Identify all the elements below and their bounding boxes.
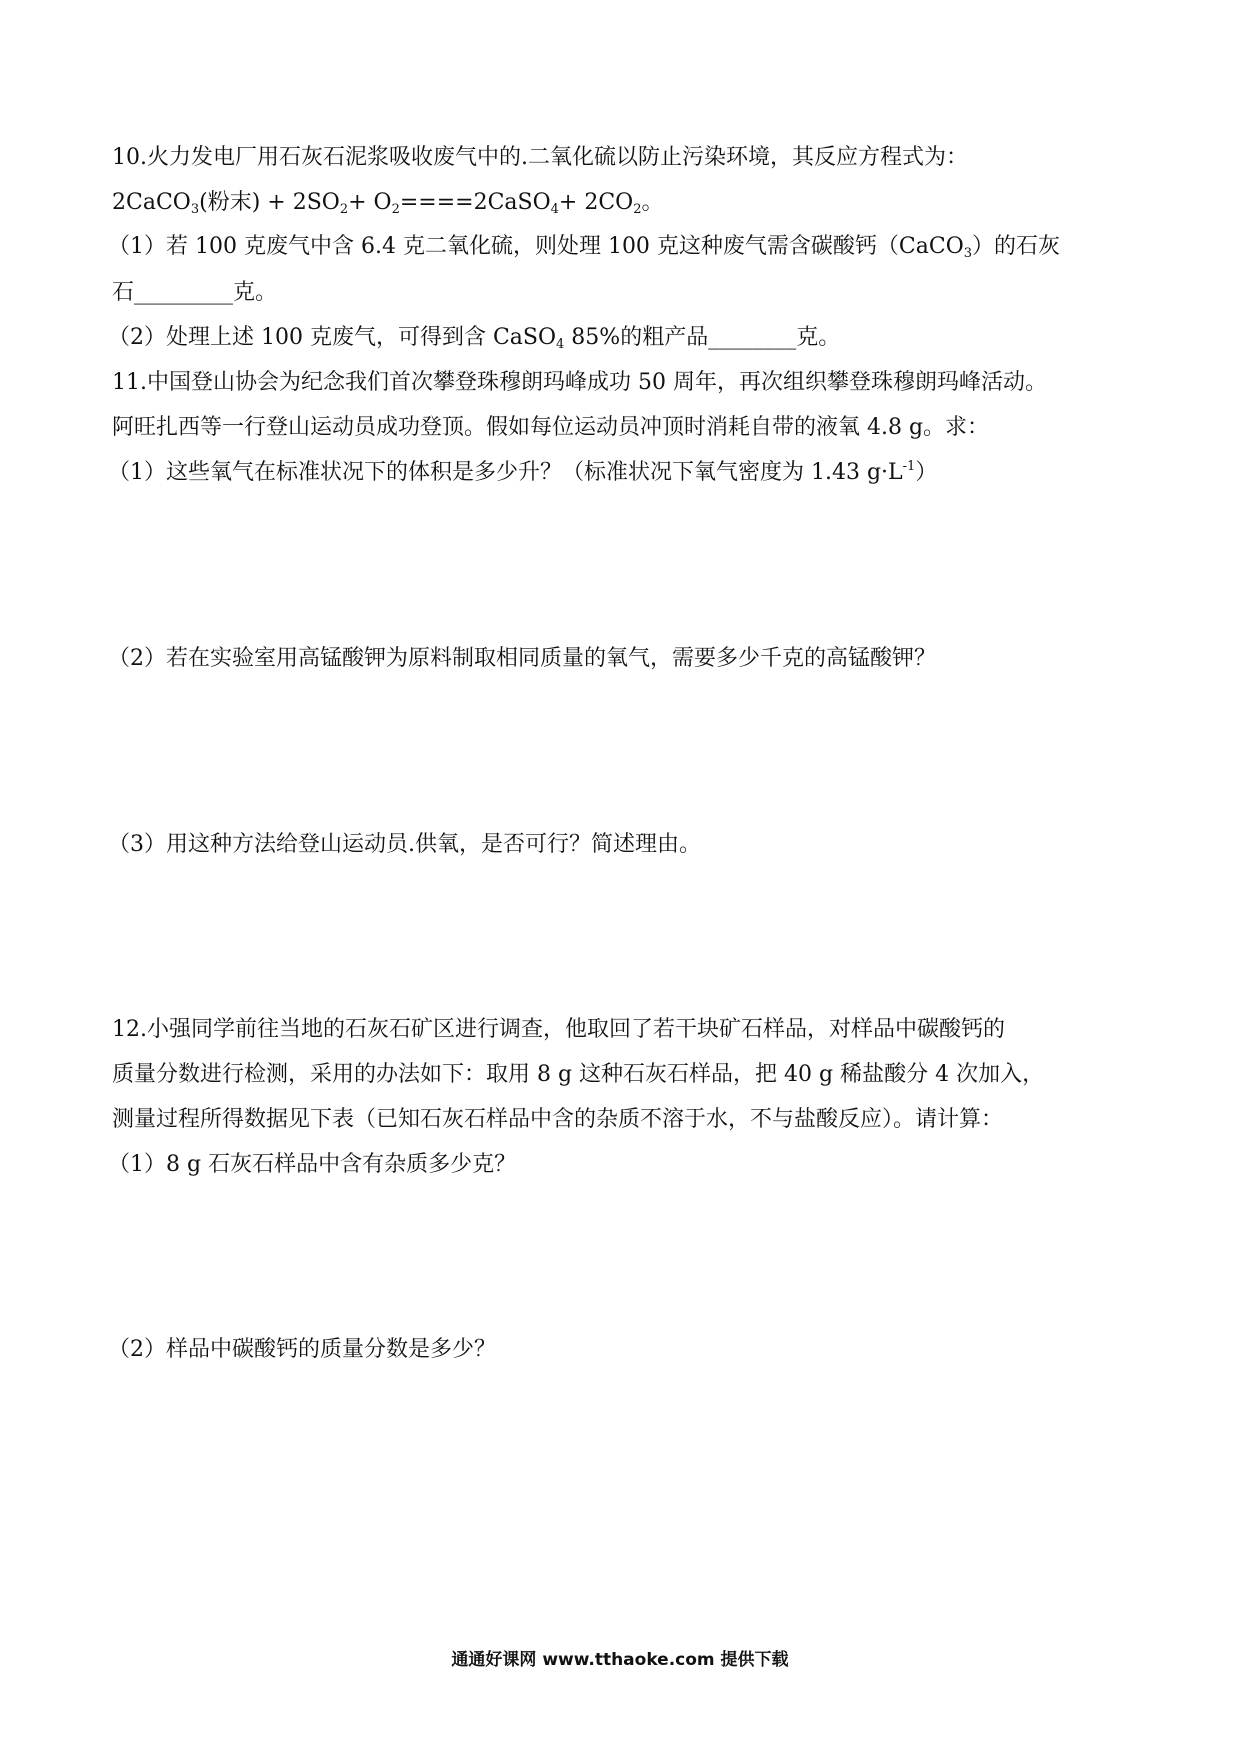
page-footer: 通通好课网 www.tthaoke.com 提供下载 [451,1650,789,1670]
q11-part3: （3）用这种方法给登山运动员.供氧，是否可行？简述理由。 [108,832,701,857]
q10-part1-line2: 石_________克。 [112,280,278,305]
q11-part1: （1）这些氧气在标准状况下的体积是多少升？（标准状况下氧气密度为 1.43 $g\cdot L^{-1}$） [108,459,938,485]
q10-part2: （2）处理上述 100 克废气，可得到含 CaSO$_4$ 85%的粗产品________克。 [108,325,841,352]
q10-equation: 2CaCO$_3$(粉末) + $2SO_2+$ $O_2====2CaSO_4+ 2CO_2$。 [112,190,664,217]
q12-part1: （1）8 g 石灰石样品中含有杂质多少克？ [108,1152,517,1177]
q11-part2: （2）若在实验室用高锰酸钾为原料制取相同质量的氧气，需要多少千克的高锰酸钾？ [108,646,936,671]
q12-part2: （2）样品中碳酸钙的质量分数是多少？ [108,1337,496,1362]
q12-stem-line2: 质量分数进行检测，采用的办法如下：取用 8 g 这种石灰石样品，把 40 g 稀盐酸分 4 次加入， [112,1062,1045,1087]
q11-stem-line1: 11.中国登山协会为纪念我们首次攀登珠穆朗玛峰成功 50 周年，再次组织攀登珠穆朗玛峰活动。 [112,370,1047,395]
q10-part1-line1: （1）若 100 克废气中含 6.4 克二氧化硫，则处理 100 克这种废气需含碳酸钙（CaCO$_3$）的石灰 [108,234,1061,261]
q10-stem-line1: 10.火力发电厂用石灰石泥浆吸收废气中的.二氧化硫以防止污染环境，其反应方程式为： [112,145,968,170]
q11-stem-line2: 阿旺扎西等一行登山运动员成功登顶。假如每位运动员冲顶时消耗自带的液氧 4.8 g。求： [112,415,990,440]
q12-stem-line3: 测量过程所得数据见下表（已知石灰石样品中含的杂质不溶于水，不与盐酸反应）。请计算： [112,1107,1004,1132]
q12-stem-line1: 12.小强同学前往当地的石灰石矿区进行调查，他取回了若干块矿石样品，对样品中碳酸钙的 [112,1017,1005,1042]
